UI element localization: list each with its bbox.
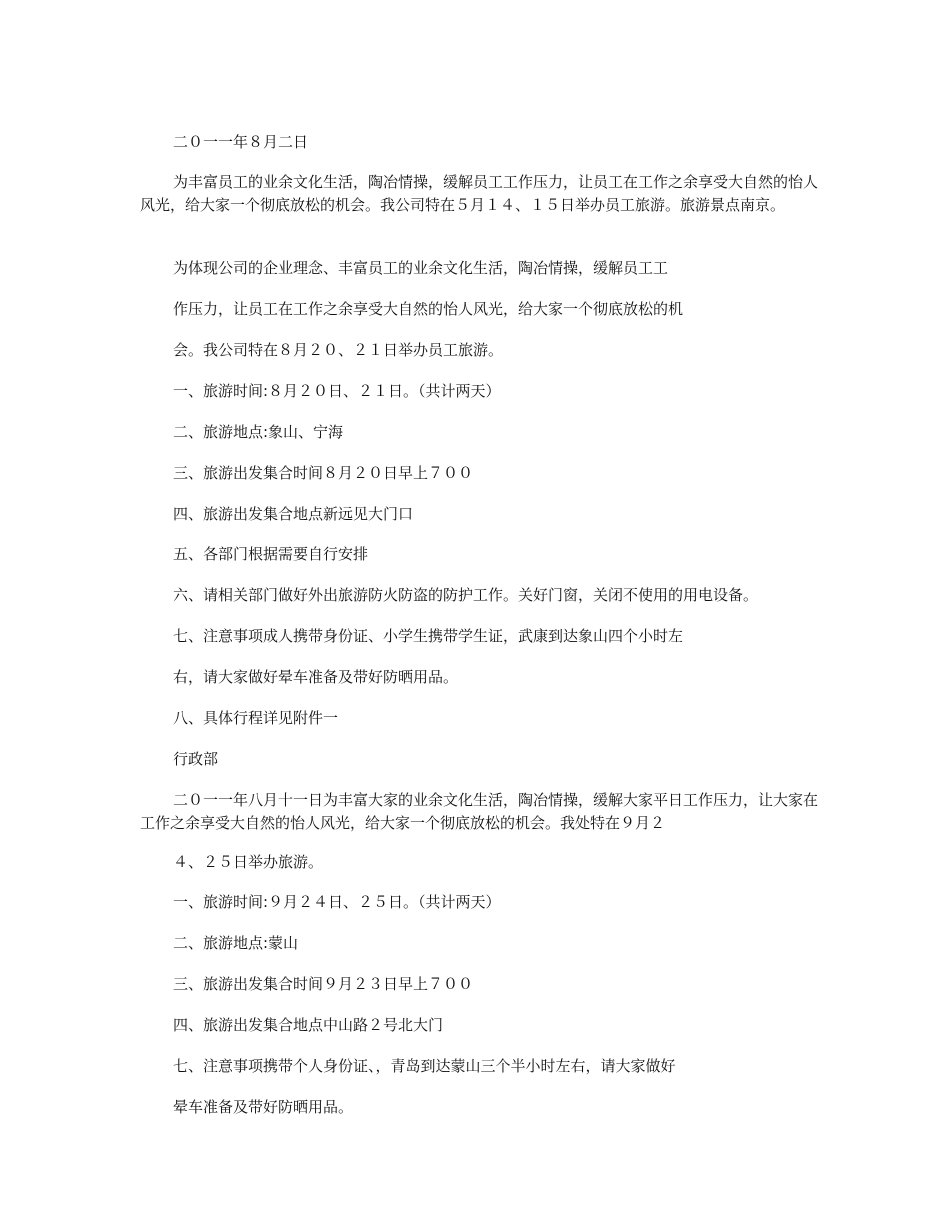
intro-2-line-1: 为体现公司的企业理念、丰富员工的业余文化生活，陶冶情操，缓解员工工 <box>173 259 669 277</box>
intro-paragraph-1: 为丰富员工的业余文化生活，陶冶情操，缓解员工工作压力，让员工在工作之余享受大自然的怡人风光，给大家一个彻底放松的机会。我公司特在５月１４、１５日举办员工旅游。旅游景点南京。 <box>140 173 819 214</box>
list-item-b-departure-time: 三、旅游出发集合时间９月２３日早上７００ <box>173 975 474 993</box>
intro-2-line-2: 作压力，让员工在工作之余享受大自然的怡人风光，给大家一个彻底放松的机 <box>173 300 684 318</box>
list-item-b-location: 二、旅游地点:蒙山 <box>173 934 299 952</box>
list-item-safety: 六、请相关部门做好外出旅游防火防盗的防护工作。关好门窗，关闭不使用的用电设备。 <box>173 586 759 604</box>
list-item-notes-line-2: 右，请大家做好晕车准备及带好防晒用品。 <box>173 668 459 686</box>
list-item-itinerary: 八、具体行程详见附件一 <box>173 709 339 727</box>
list-item-b-notes-line-2: 晕车准备及带好防晒用品。 <box>173 1098 354 1116</box>
intro-paragraph-3-cont: ４、２５日举办旅游。 <box>173 853 324 871</box>
list-item-b-time: 一、旅游时间:９月２４日、２５日。（共计两天） <box>173 893 501 911</box>
list-item-location: 二、旅游地点:象山、宁海 <box>173 423 344 441</box>
intro-2-line-3: 会。我公司特在８月２０、２１日举办员工旅游。 <box>173 341 504 359</box>
list-item-time: 一、旅游时间:８月２０日、２１日。（共计两天） <box>173 382 501 400</box>
list-item-departure-time: 三、旅游出发集合时间８月２０日早上７００ <box>173 464 474 482</box>
date-line-1: 二０一一年８月二日 <box>173 133 309 151</box>
list-item-arrangement: 五、各部门根据需要自行安排 <box>173 545 369 563</box>
list-item-b-notes-line-1: 七、注意事项携带个人身份证、，青岛到达蒙山三个半小时左右，请大家做好 <box>173 1057 676 1075</box>
list-item-departure-place: 四、旅游出发集合地点新远见大门口 <box>173 505 414 523</box>
list-item-notes-line-1: 七、注意事项成人携带身份证、小学生携带学生证，武康到达象山四个小时左 <box>173 627 684 645</box>
signature-department: 行政部 <box>173 750 219 768</box>
list-item-b-departure-place: 四、旅游出发集合地点中山路２号北大门 <box>173 1016 444 1034</box>
intro-paragraph-3: 二０一一年八月十一日为丰富大家的业余文化生活，陶冶情操，缓解大家平日工作压力，让大家在工作之余享受大自然的怡人风光，给大家一个彻底放松的机会。我处特在９月２ <box>140 791 819 832</box>
